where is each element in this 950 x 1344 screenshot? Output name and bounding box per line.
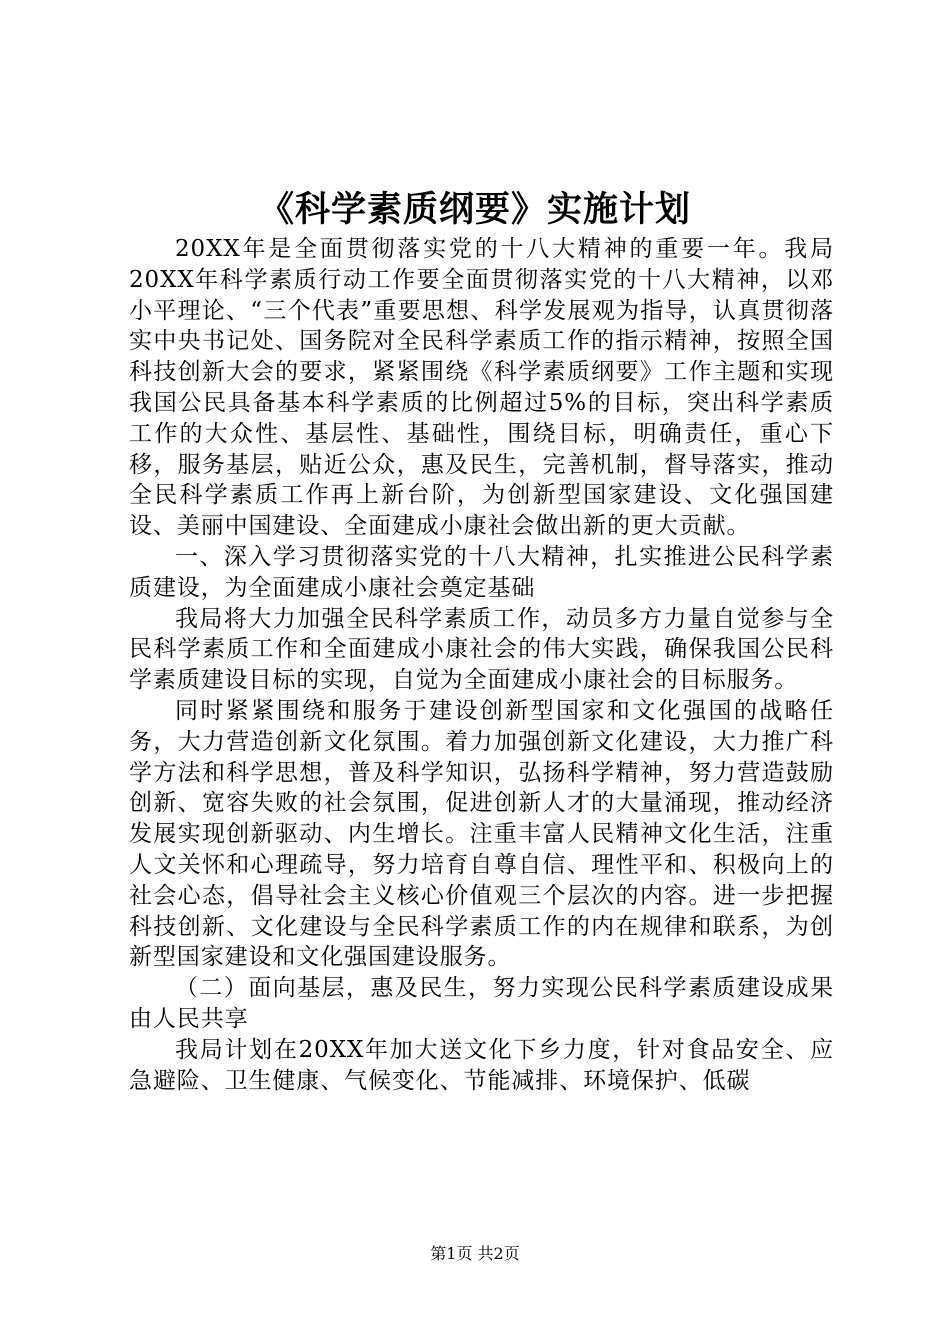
page-footer: 第1页 共2页 xyxy=(430,1244,520,1263)
section-heading-1: 一、深入学习贯彻落实党的十八大精神，扎实推进公民科学素质建设，为全面建成小康社会奠定基础 xyxy=(129,543,834,601)
paragraph-section-1b: 同时紧紧围绕和服务于建设创新型国家和文化强国的战略任务，大力营造创新文化氛围。着力加强创新文化建设，大力推广科学方法和科学思想，普及科学知识，弘扬科学精神，努力营造鼓励创新、宽容失败的社会氛围，促进创新人才的大量涌现，推动经济发展实现创新驱动、内生增长。注重丰富人民精神文化生活，注重人文关怀和心理疏导，努力培育自尊自信、理性平和、积极向上的社会心态，倡导社会主义核心价值观三个层次的内容。进一步把握科技创新、文化建设与全民科学素质工作的内在规律和联系，为创新型国家建设和文化强国建设服务。 xyxy=(129,697,834,971)
paragraph-section-1a: 我局将大力加强全民科学素质工作，动员多方力量自觉参与全民科学素质工作和全面建成小康社会的伟大实践，确保我国公民科学素质建设目标的实现，自觉为全面建成小康社会的目标服务。 xyxy=(129,605,834,694)
document-body xyxy=(129,234,834,1096)
section-heading-2: （二）面向基层，惠及民生，努力实现公民科学素质建设成果由人民共享 xyxy=(129,975,834,1032)
paragraph-section-2a: 我局计划在20XX年加大送文化下乡力度，针对食品安全、应急避险、卫生健康、气候变化、节能减排、环境保护、低碳 xyxy=(129,1036,834,1094)
document-title: 《科学素质纲要》实施计划 xyxy=(258,190,691,230)
paragraph-intro: 20XX年是全面贯彻落实党的十八大精神的重要一年。我局20XX年科学素质行动工作要全面贯彻落实党的十八大精神，以邓小平理论、“三个代表”重要思想、科学发展观为指导，认真贯彻落实中央书记处、国务院对全民科学素质工作的指示精神，按照全国科技创新大会的要求，紧紧围绕《科学素质纲要》工作主题和实现我国公民具备基本科学素质的比例超过5%的目标，突出科学素质工作的大众性、基层性、基础性，围绕目标，明确责任，重心下移，服务基层，贴近公众，惠及民生，完善机制，督导落实，推动全民科学素质工作再上新台阶，为创新型国家建设、文化强国建设、美丽中国建设、全面建成小康社会做出新的更大贡献。 xyxy=(129,236,834,540)
